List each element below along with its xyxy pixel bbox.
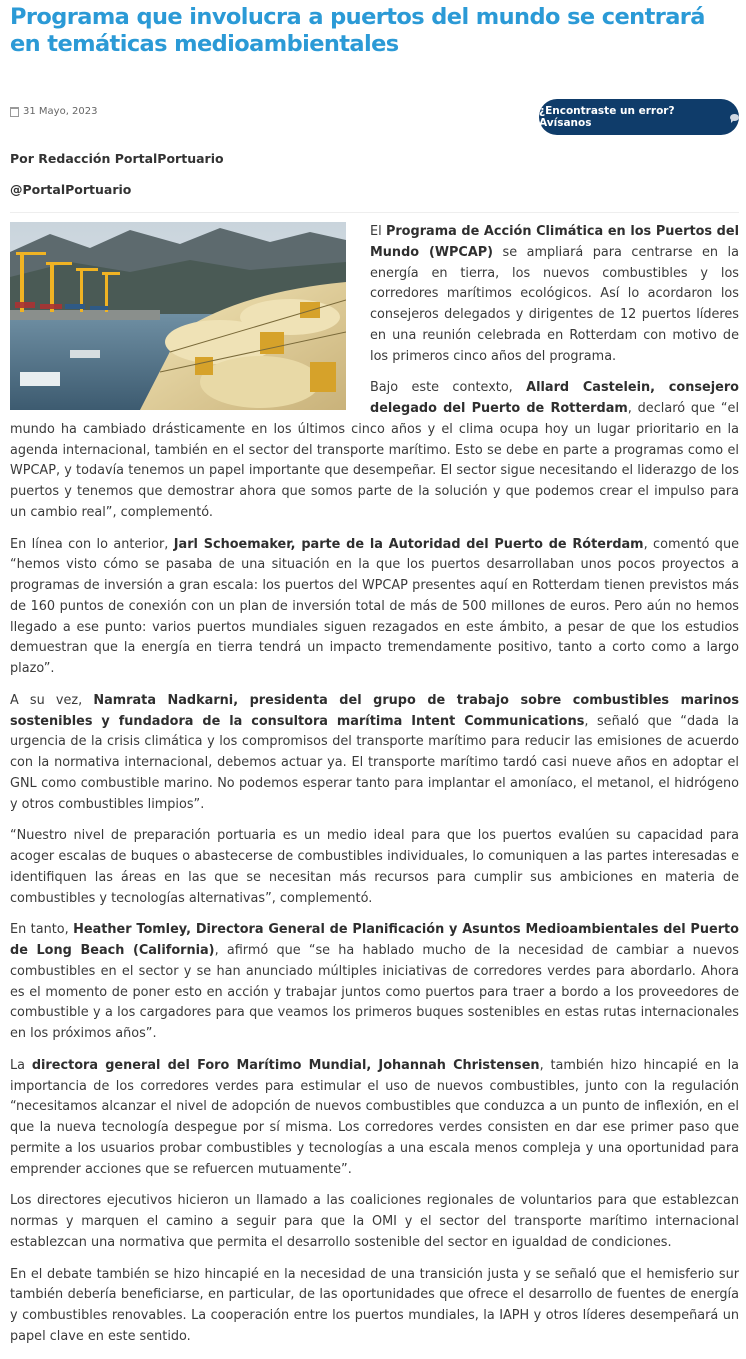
paragraph-8: Los directores ejecutivos hicieron un llamado a las coaliciones regionales de voluntarios para que establezcan normas y marquen el camino a seguir para que la OMI y el sector del transporte marítimo internacional establezcan una normativa que permita el desarrollo sostenible del sector en igualdad de condiciones. [10, 1193, 739, 1250]
paragraph-5: “Nuestro nivel de preparación portuaria es un medio ideal para que los puertos evalúen su capacidad para acoger escalas de buques o abastecerse de combustibles individuales, lo comuniquen a las partes interesadas e identifiquen las áreas en las que se necesitan más recursos para cumplir sus ambiciones en materia de combustibles y tecnologías alternativas”, complementó. [10, 828, 739, 906]
paragraph-7: La directora general del Foro Marítimo Mundial, Johannah Christensen, también hizo hincapié en la importancia de los corredores verdes para estimular el uso de nuevos combustibles, junto con la regulación “necesitamos alcanzar el nivel de adopción de nuevos combustibles que conduzca a un punto de inflexión, en el que la nueva tecnología despegue por sí misma. Los corredores verdes consisten en dar ese primer paso que permite a los usuarios probar combustibles y tecnologías a una escala menos compleja y una oportunidad para emprender acciones que se refuercen mutuamente”. [10, 1057, 740, 1177]
paragraph-2: Bajo este contexto, Allard Castelein, consejero delegado del Puerto de Rotterdam, declaró que “el mundo ha cambiado drásticamente en los últimos cinco años y el clima ocupa hoy un lugar prioritario en la agenda internacional, también en el sector del transporte marítimo. Esto se debe en parte a programas como el WPCAP, y todavía tenemos un papel importante que desempeñar. El sector sigue necesitando el liderazgo de los puertos y tenemos que demostrar ahora que somos parte de la solución y que podemos crear el impulso para un cambio real”, complementó. [10, 380, 740, 520]
report-error-label: ¿Encontraste un error? Avísanos [539, 105, 675, 129]
paragraph-6: En tanto, Heather Tomley, Directora General de Planificación y Asuntos Medioambientales del Puerto de Long Beach (California), afirmó que “se ha hablado mucho de la necesidad de cambiar a nuevos combustibles en el sector y se han anunciado múltiples iniciativas de corredores verdes para abordarlo. Ahora es el momento de poner esto en acción y trabajar juntos como puertos para traer a bordo a los proveedores de combustible y a los cargadores para que veamos los primeros buques sostenibles en estas rutas internacionales en los próximos años”. [10, 922, 739, 1041]
port-photo [10, 222, 346, 410]
author-byline: Por Redacción PortalPortuario [10, 151, 224, 166]
chat-bubble-icon [730, 114, 739, 121]
paragraph-4: A su vez, Namrata Nadkarni, presidenta del grupo de trabajo sobre combustibles marinos sostenibles y fundadora de la consultora marítima Intent Communications, señaló que “dada la urgencia de la crisis climática y los compromisos del transporte marítimo para reducir las emisiones de acuerdo con la normativa internacional, debemos actuar ya. El transporte marítimo tardó casi nueve años en adoptar el GNL como combustible marino. No podemos esperar tanto para implantar el amoníaco, el metanol, el hidrógeno y otros combustibles limpios”. [10, 692, 739, 812]
report-error-button[interactable] [539, 99, 739, 135]
paragraph-1: El Programa de Acción Climática en los Puertos del Mundo (WPCAP) se ampliará para centrarse en la energía en tierra, los nuevos combustibles y los corredores marítimos ecológicos. Así lo acordaron los consejeros delegados y dirigentes de 12 puertos líderes en una reunión celebrada en Rotterdam con motivo de los primeros cinco años del programa. [370, 224, 739, 364]
paragraph-3: En línea con lo anterior, Jarl Schoemaker, parte de la Autoridad del Puerto de Róterdam, comentó que “hemos visto cómo se pasaba de una situación en la que los puertos desarrollaban unos pocos proyectos a programas de inversión a gran escala: los puertos del WPCAP presentes aquí en Rotterdam tienen previstos más de 160 puntos de conexión con un plan de inversión total de más de 500 millones de euros. Pero aún no hemos llegado a ese punto: varios puertos mundiales siguen rezagados en este ámbito, a pesar de que los estudios demuestran que la energía en tierra tendrá un impacto tremendamente positivo, tanto a corto como a largo plazo”. [10, 536, 739, 676]
paragraph-9: En el debate también se hizo hincapié en la necesidad de una transición justa y se señaló que el hemisferio sur también debería beneficiarse, en particular, de las oportunidades que ofrece el desarrollo de fuentes de energía y combustibles renovables. La cooperación entre los puertos mundiales, la IAPH y otros líderes desempeñará un papel clave en este sentido. [10, 1266, 739, 1344]
date-text: 31 Mayo, 2023 [23, 106, 98, 117]
article-body [10, 222, 739, 1359]
publish-date [10, 106, 98, 117]
divider [10, 212, 739, 213]
article-title: Programa que involucra a puertos del mundo se centrará en temáticas medioambientales [10, 4, 705, 57]
author-handle: @PortalPortuario [10, 182, 132, 197]
calendar-icon [10, 107, 19, 117]
